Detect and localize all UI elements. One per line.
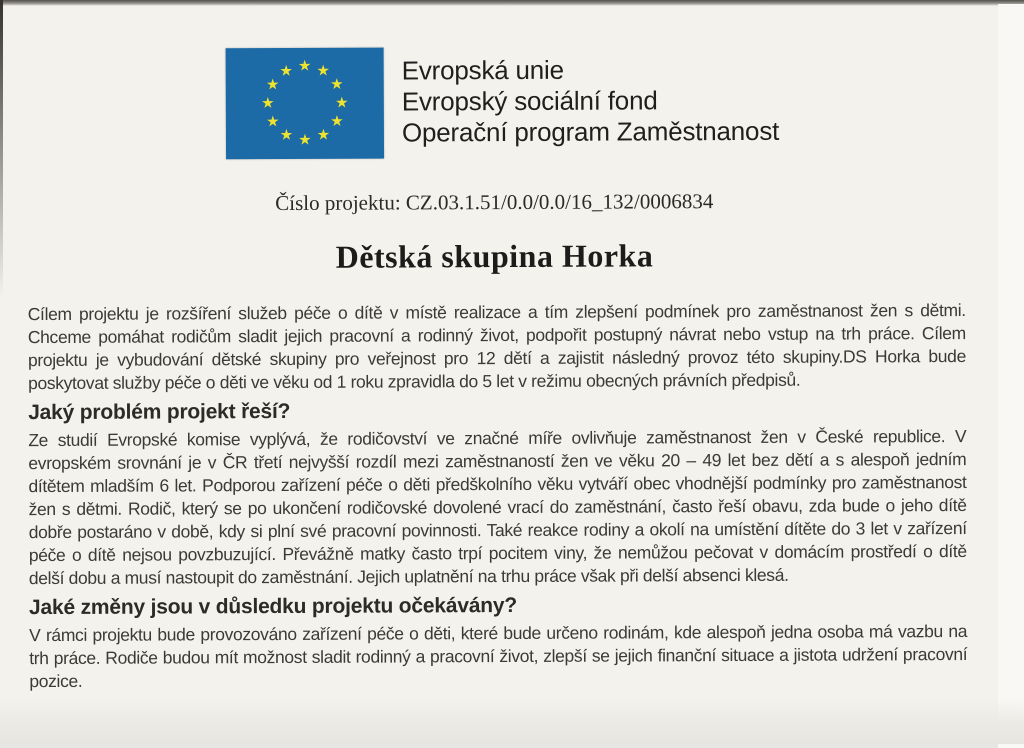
section-heading-changes: Jaké změny jsou v důsledku projektu očekávány? <box>28 593 518 620</box>
eu-star-icon: ★ <box>330 112 344 130</box>
eu-star-icon: ★ <box>335 93 349 112</box>
eu-star-icon: ★ <box>297 57 312 75</box>
esf-logo-block <box>226 46 780 159</box>
eu-star-icon: ★ <box>265 75 280 93</box>
eu-star-icon: ★ <box>298 131 312 149</box>
esf-logo-text <box>402 46 780 159</box>
document-body <box>28 299 968 695</box>
intro-paragraph: Cílem projektu je rozšíření služeb péče o dítě v místě realizace a tím zlepšení podmínek pro zaměstnanost žen s dětmi. Chceme pomáhat rodičům sladit jejich pracovní a rodinný život, podpořit postupný návrat nebo vstup na trh práce. Cílem projektu je vybudování dětské skupiny pro veřejnost pro 12 dětí a zajistit následný provoz této skupiny.DS Horka bude poskytovat služby péče o děti ve věku od 1 roku zpravidla do 5 let v režimu obecných právních předpisů. <box>27 300 966 394</box>
project-number: Číslo projektu: CZ.03.1.51/0.0/0.0/16_132/0006834 <box>275 189 714 216</box>
eu-star-icon: ★ <box>316 61 330 80</box>
eu-star-icon: ★ <box>279 126 294 144</box>
section-paragraph-problem: Ze studií Evropské komise vyplývá, že rodičovství ve značné míře ovlivňuje zaměstnanost žen v České republice. V evropském srovnání je v ČR třetí nejvyšší rozdíl mezi zaměstnaností žen ve věku 20 – 49 let bez dětí a s alespoň jedním dítětem mladším 6 let. Podporou zařízení péče o děti předškolního věku vytváří obec vhodnější podmínky pro zaměstnanost žen s dětmi. Rodič, který se po ukončení rodičovské dovolené vrací do zaměstnání, často řeší obavu, zda bude o jeho dítě dobře postaráno v době, kdy si plní své pracovní povinnosti. Také reakce rodiny a okolí na umístění dítěte do 3 let v zařízení péče o dítě nejsou povzbuzující. Převážně matky často trpí pocitem viny, že nemůžou pečovat v domácím prostředí o dítě delší dobu a musí nastoupit do zaměstnání. Jejich uplatnění na trhu práce však při delší absenci klesá. <box>28 426 967 589</box>
eu-star-icon: ★ <box>330 75 344 93</box>
logo-line-opz: Operační program Zaměstnanost <box>401 115 780 148</box>
eu-star-icon: ★ <box>316 126 331 144</box>
eu-star-icon: ★ <box>261 94 275 112</box>
document-title: Dětská skupina Horka <box>335 237 654 275</box>
logo-line-eu: Evropská unie <box>401 54 564 86</box>
section-paragraph-changes: V rámci projektu bude provozováno zařízení péče o děti, které bude určeno rodinám, kde alespoň jedna osoba má vazbu na trh práce. Rodiče budou mít možnost sladit rodinný a pracovní život, zlepší se jejich finanční situace a jistota udržení pracovní pozice. <box>29 621 968 692</box>
section-heading-problem: Jaký problém projekt řeší? <box>28 399 291 425</box>
logo-line-esf: Evropský sociální fond <box>401 85 658 117</box>
eu-flag-icon <box>226 48 384 160</box>
eu-star-icon: ★ <box>279 62 293 80</box>
eu-star-icon: ★ <box>266 112 280 130</box>
